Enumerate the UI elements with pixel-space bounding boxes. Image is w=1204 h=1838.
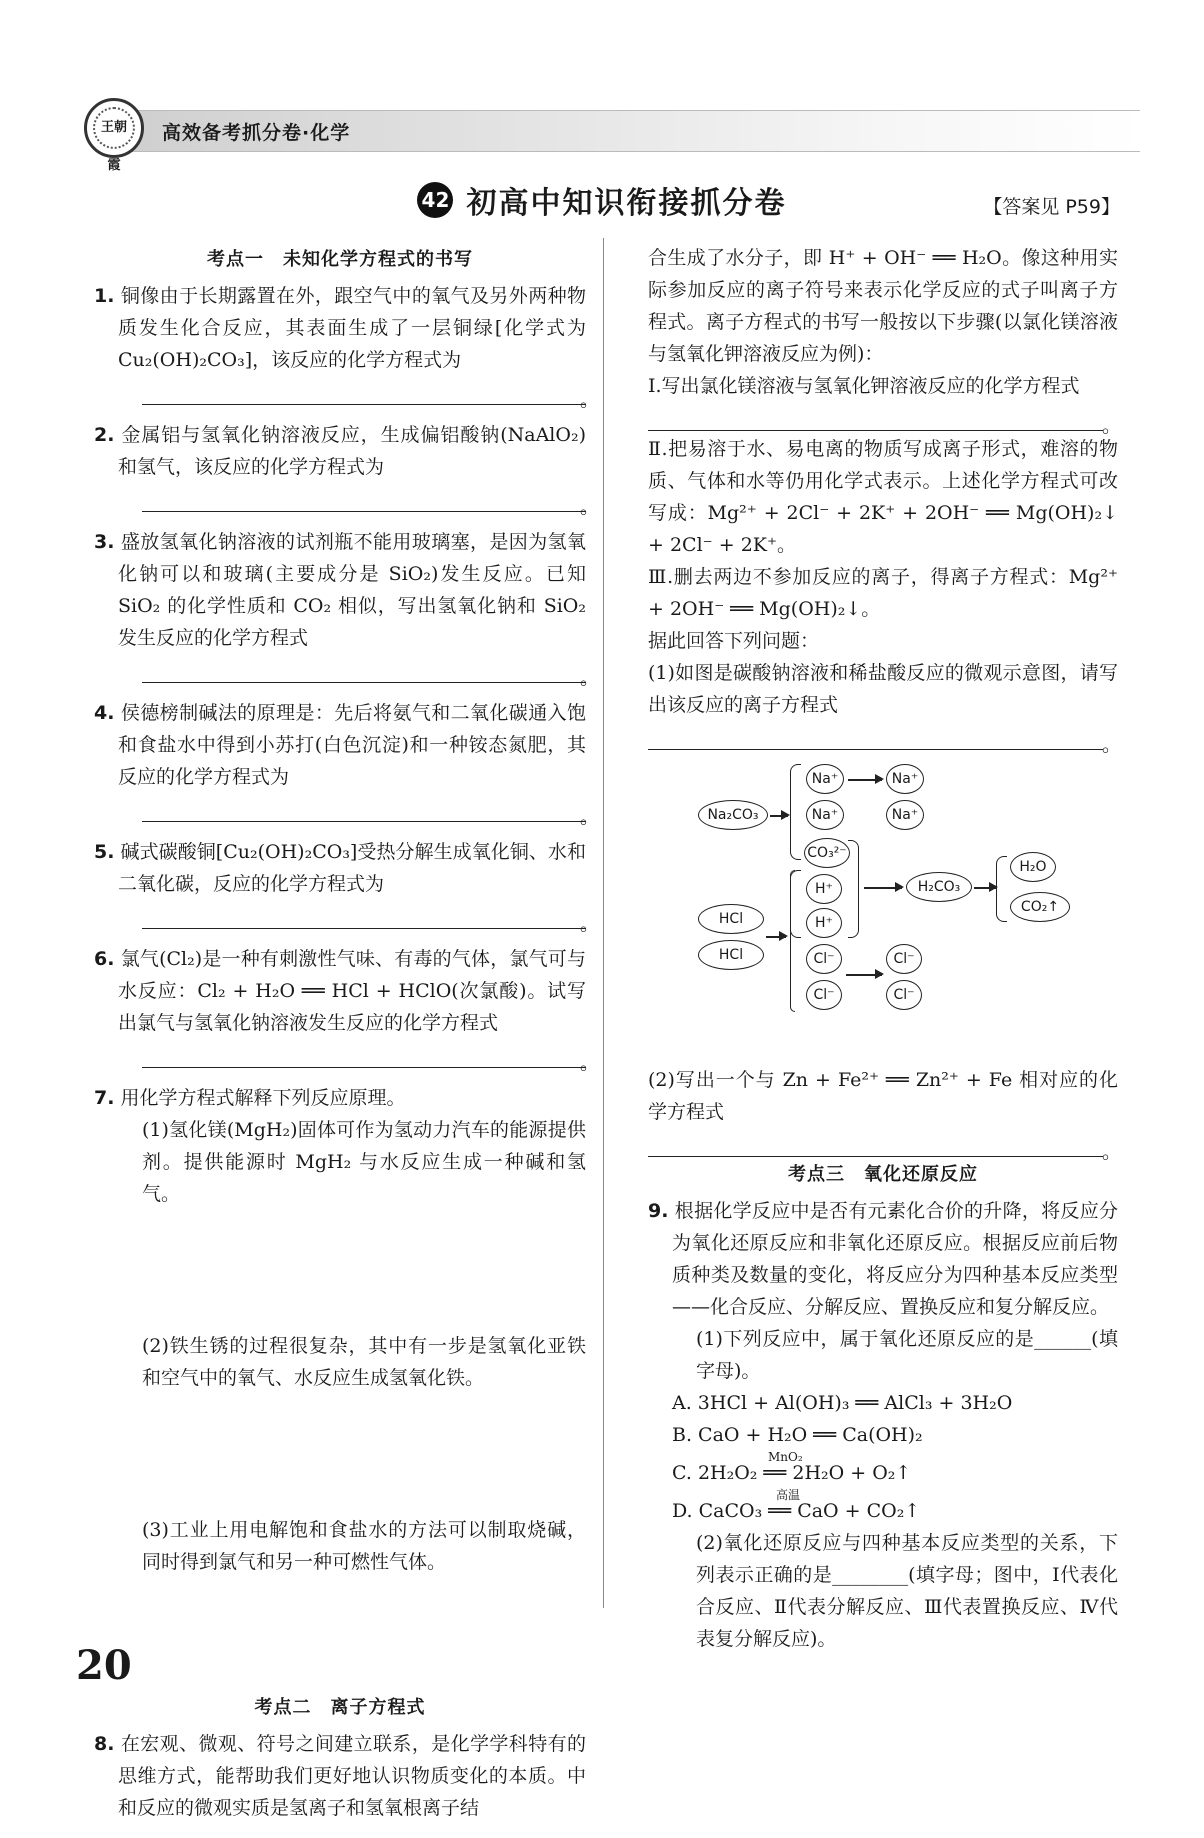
brace bbox=[848, 840, 859, 938]
publisher-logo bbox=[84, 98, 144, 173]
option-a[interactable]: A. 3HCl + Al(OH)₃ ══ AlCl₃ + 3H₂O bbox=[672, 1392, 1013, 1414]
ion-cl: Cl⁻ bbox=[886, 980, 922, 1010]
answer-space[interactable] bbox=[118, 1394, 586, 1514]
answer-blank[interactable]: 。 bbox=[142, 795, 586, 822]
question-number: 6. bbox=[94, 948, 115, 970]
question-8-continued: 合生成了水分子，即 H⁺ + OH⁻ ══ H₂O。像这种用实际参加反应的离子符号来表示化学反应的式子叫离子方程式。离子方程式的书写一般按以下步骤(以氯化镁溶液与氢氧化钾溶液反应为例)： bbox=[648, 247, 1118, 365]
step-3: Ⅲ.删去两边不参加反应的离子，得离子方程式：Mg²⁺ + 2OH⁻ ══ Mg(OH)₂↓。 bbox=[648, 566, 1118, 620]
question-text: 用化学方程式解释下列反应原理。 bbox=[120, 1087, 406, 1109]
h2o-molecule: H₂O bbox=[1010, 852, 1056, 882]
prompt: 据此回答下列问题： bbox=[648, 630, 820, 652]
paper-number-badge: 42 bbox=[417, 182, 453, 218]
answer-blank[interactable]: 。 bbox=[648, 404, 1103, 431]
answer-blank[interactable]: 。 bbox=[142, 656, 586, 683]
left-column bbox=[94, 242, 600, 1838]
question-text: 在宏观、微观、符号之间建立联系，是化学学科特有的思维方式，能帮助我们更好地认识物质变化的本质。中和反应的微观实质是氢离子和氢氧根离子结 bbox=[118, 1733, 586, 1819]
question-text: 氯气(Cl₂)是一种有刺激性气味、有毒的气体，氯气可与水反应：Cl₂ + H₂O ══ HCl + HClO(次氯酸)。试写出氯气与氢氧化钠溶液发生反应的化学方程式 bbox=[118, 948, 586, 1034]
question-number: 3. bbox=[94, 531, 115, 553]
step-1: Ⅰ.写出氯化镁溶液与氢氧化钾溶液反应的化学方程式 bbox=[648, 375, 1080, 397]
question-4 bbox=[94, 697, 600, 828]
answer-space[interactable] bbox=[118, 1210, 586, 1330]
answer-reference: 【答案见 P59】 bbox=[983, 196, 1120, 218]
ion-cl: Cl⁻ bbox=[806, 944, 842, 974]
ion-cl: Cl⁻ bbox=[806, 980, 842, 1010]
arrow bbox=[766, 936, 786, 938]
answer-blank[interactable]: 。 bbox=[142, 378, 586, 405]
microscopic-diagram bbox=[698, 758, 1118, 1058]
brace bbox=[996, 856, 1007, 922]
question-7 bbox=[94, 1082, 586, 1678]
question-7-part-3: (3)工业上用电解饱和食盐水的方法可以制取烧碱，同时得到氯气和另一种可燃性气体。 bbox=[142, 1519, 586, 1573]
arrow bbox=[848, 779, 882, 781]
question-2 bbox=[94, 419, 600, 518]
question-text: 碱式碳酸铜[Cu₂(OH)₂CO₃]受热分解生成氧化铜、水和二氧化碳，反应的化学方程式为 bbox=[118, 841, 586, 895]
h2co3-molecule: H₂CO₃ bbox=[906, 872, 972, 902]
answer-space[interactable] bbox=[118, 1578, 586, 1678]
page-number: 20 bbox=[76, 1642, 132, 1689]
option-c[interactable] bbox=[672, 1450, 1118, 1489]
brace bbox=[790, 870, 795, 1012]
question-6 bbox=[94, 943, 600, 1074]
option-text: D. CaCO₃ ══ CaO + CO₂↑ bbox=[672, 1500, 921, 1522]
question-7-part-1: (1)氢化镁(MgH₂)固体可作为氢动力汽车的能源提供剂。提供能源时 MgH₂ 与水反应生成一种碱和氢气。 bbox=[142, 1119, 586, 1205]
answer-blank[interactable]: 。 bbox=[648, 723, 1103, 750]
question-9 bbox=[648, 1195, 1118, 1655]
option-text: C. 2H₂O₂ ══ 2H₂O + O₂↑ bbox=[672, 1462, 912, 1484]
co2-molecule: CO₂↑ bbox=[1010, 892, 1070, 922]
question-number: 9. bbox=[648, 1200, 669, 1222]
question-1 bbox=[94, 280, 600, 411]
reaction-condition: MnO₂ bbox=[768, 1450, 803, 1464]
ion-na: Na⁺ bbox=[886, 800, 924, 830]
question-number: 4. bbox=[94, 702, 115, 724]
ion-na: Na⁺ bbox=[886, 764, 924, 794]
ion-cl: Cl⁻ bbox=[886, 944, 922, 974]
question-8-part-2: (2)写出一个与 Zn + Fe²⁺ ══ Zn²⁺ + Fe 相对应的化学方程式 bbox=[648, 1069, 1118, 1123]
section-heading-3: 考点三 氧化还原反应 bbox=[788, 1164, 978, 1185]
answer-blank[interactable]: 。 bbox=[142, 902, 586, 929]
question-text: 根据化学反应中是否有元素化合价的升降，将反应分为氧化还原反应和非氧化还原反应。根据反应前后物质种类及数量的变化，将反应分为四种基本反应类型——化合反应、分解反应、置换反应和复分解反应。 bbox=[672, 1200, 1118, 1318]
question-text: 铜像由于长期露置在外，跟空气中的氧气及另外两种物质发生化合反应，其表面生成了一层铜绿[化学式为 Cu₂(OH)₂CO₃]，该反应的化学方程式为 bbox=[118, 285, 586, 371]
ion-carbonate: CO₃²⁻ bbox=[804, 838, 850, 868]
brace bbox=[790, 764, 801, 860]
ion-h: H⁺ bbox=[806, 874, 842, 904]
ion-na: Na⁺ bbox=[806, 800, 844, 830]
question-8 bbox=[94, 1728, 586, 1824]
logo-text: 王朝霞 bbox=[93, 107, 135, 149]
question-number: 2. bbox=[94, 424, 115, 446]
right-column bbox=[648, 242, 1121, 1669]
arrow bbox=[864, 887, 902, 889]
answer-blank[interactable]: 。 bbox=[142, 485, 586, 512]
question-5 bbox=[94, 836, 600, 935]
question-number: 5. bbox=[94, 841, 115, 863]
series-title: 高效备考抓分卷·化学 bbox=[162, 122, 351, 144]
question-9-part-1: (1)下列反应中，属于氧化还原反应的是______(填字母)。 bbox=[696, 1328, 1118, 1382]
section-heading-1: 考点一 未知化学方程式的书写 bbox=[207, 249, 473, 270]
question-number: 7. bbox=[94, 1087, 115, 1109]
hcl-label: HCl bbox=[698, 904, 764, 934]
option-d[interactable] bbox=[672, 1488, 1118, 1527]
question-number: 8. bbox=[94, 1733, 115, 1755]
arrow bbox=[770, 815, 788, 817]
reaction-condition: 高温 bbox=[776, 1488, 801, 1502]
question-text: 盛放氢氧化钠溶液的试剂瓶不能用玻璃塞，是因为氢氧化钠可以和玻璃(主要成分是 SiO₂)发生反应。已知 SiO₂ 的化学性质和 CO₂ 相似，写出氢氧化钠和 SiO₂ 发生反应的化学方程式 bbox=[118, 531, 586, 649]
option-b[interactable]: B. CaO + H₂O ══ Ca(OH)₂ bbox=[672, 1424, 923, 1446]
answer-blank[interactable]: 。 bbox=[142, 1041, 586, 1068]
section-heading-2: 考点二 离子方程式 bbox=[254, 1697, 426, 1718]
ion-na: Na⁺ bbox=[806, 764, 844, 794]
answer-blank[interactable]: 。 bbox=[648, 1130, 1103, 1157]
arrow bbox=[846, 974, 882, 976]
question-text: 金属铝与氢氧化钠溶液反应，生成偏铝酸钠(NaAlO₂)和氢气，该反应的化学方程式为 bbox=[118, 424, 586, 478]
question-8-part-1: (1)如图是碳酸钠溶液和稀盐酸反应的微观示意图，请写出该反应的离子方程式 bbox=[648, 662, 1118, 716]
question-text: 侯德榜制碱法的原理是：先后将氨气和二氧化碳通入饱和食盐水中得到小苏打(白色沉淀)和一种铵态氮肥，其反应的化学方程式为 bbox=[118, 702, 586, 788]
hcl-label: HCl bbox=[698, 940, 764, 970]
question-number: 1. bbox=[94, 285, 115, 307]
question-9-part-2: (2)氧化还原反应与四种基本反应类型的关系，下列表示正确的是________(填字母；图中，Ⅰ代表化合反应、Ⅱ代表分解反应、Ⅲ代表置换反应、Ⅳ代表复分解反应)。 bbox=[696, 1532, 1118, 1650]
arrow bbox=[974, 887, 996, 889]
question-3 bbox=[94, 526, 600, 689]
column-divider bbox=[603, 238, 604, 1608]
ion-h: H⁺ bbox=[806, 908, 842, 938]
step-2: Ⅱ.把易溶于水、易电离的物质写成离子形式，难溶的物质、气体和水等仍用化学式表示。上述化学方程式可改写成：Mg²⁺ + 2Cl⁻ + 2K⁺ + 2OH⁻ ══ Mg(OH)₂↓ + 2Cl⁻ + 2K⁺。 bbox=[648, 438, 1118, 556]
paper-title: 初高中知识衔接抓分卷 bbox=[466, 186, 787, 221]
na2co3-label: Na₂CO₃ bbox=[698, 800, 768, 830]
question-7-part-2: (2)铁生锈的过程很复杂，其中有一步是氢氧化亚铁和空气中的氧气、水反应生成氢氧化铁。 bbox=[142, 1335, 586, 1389]
